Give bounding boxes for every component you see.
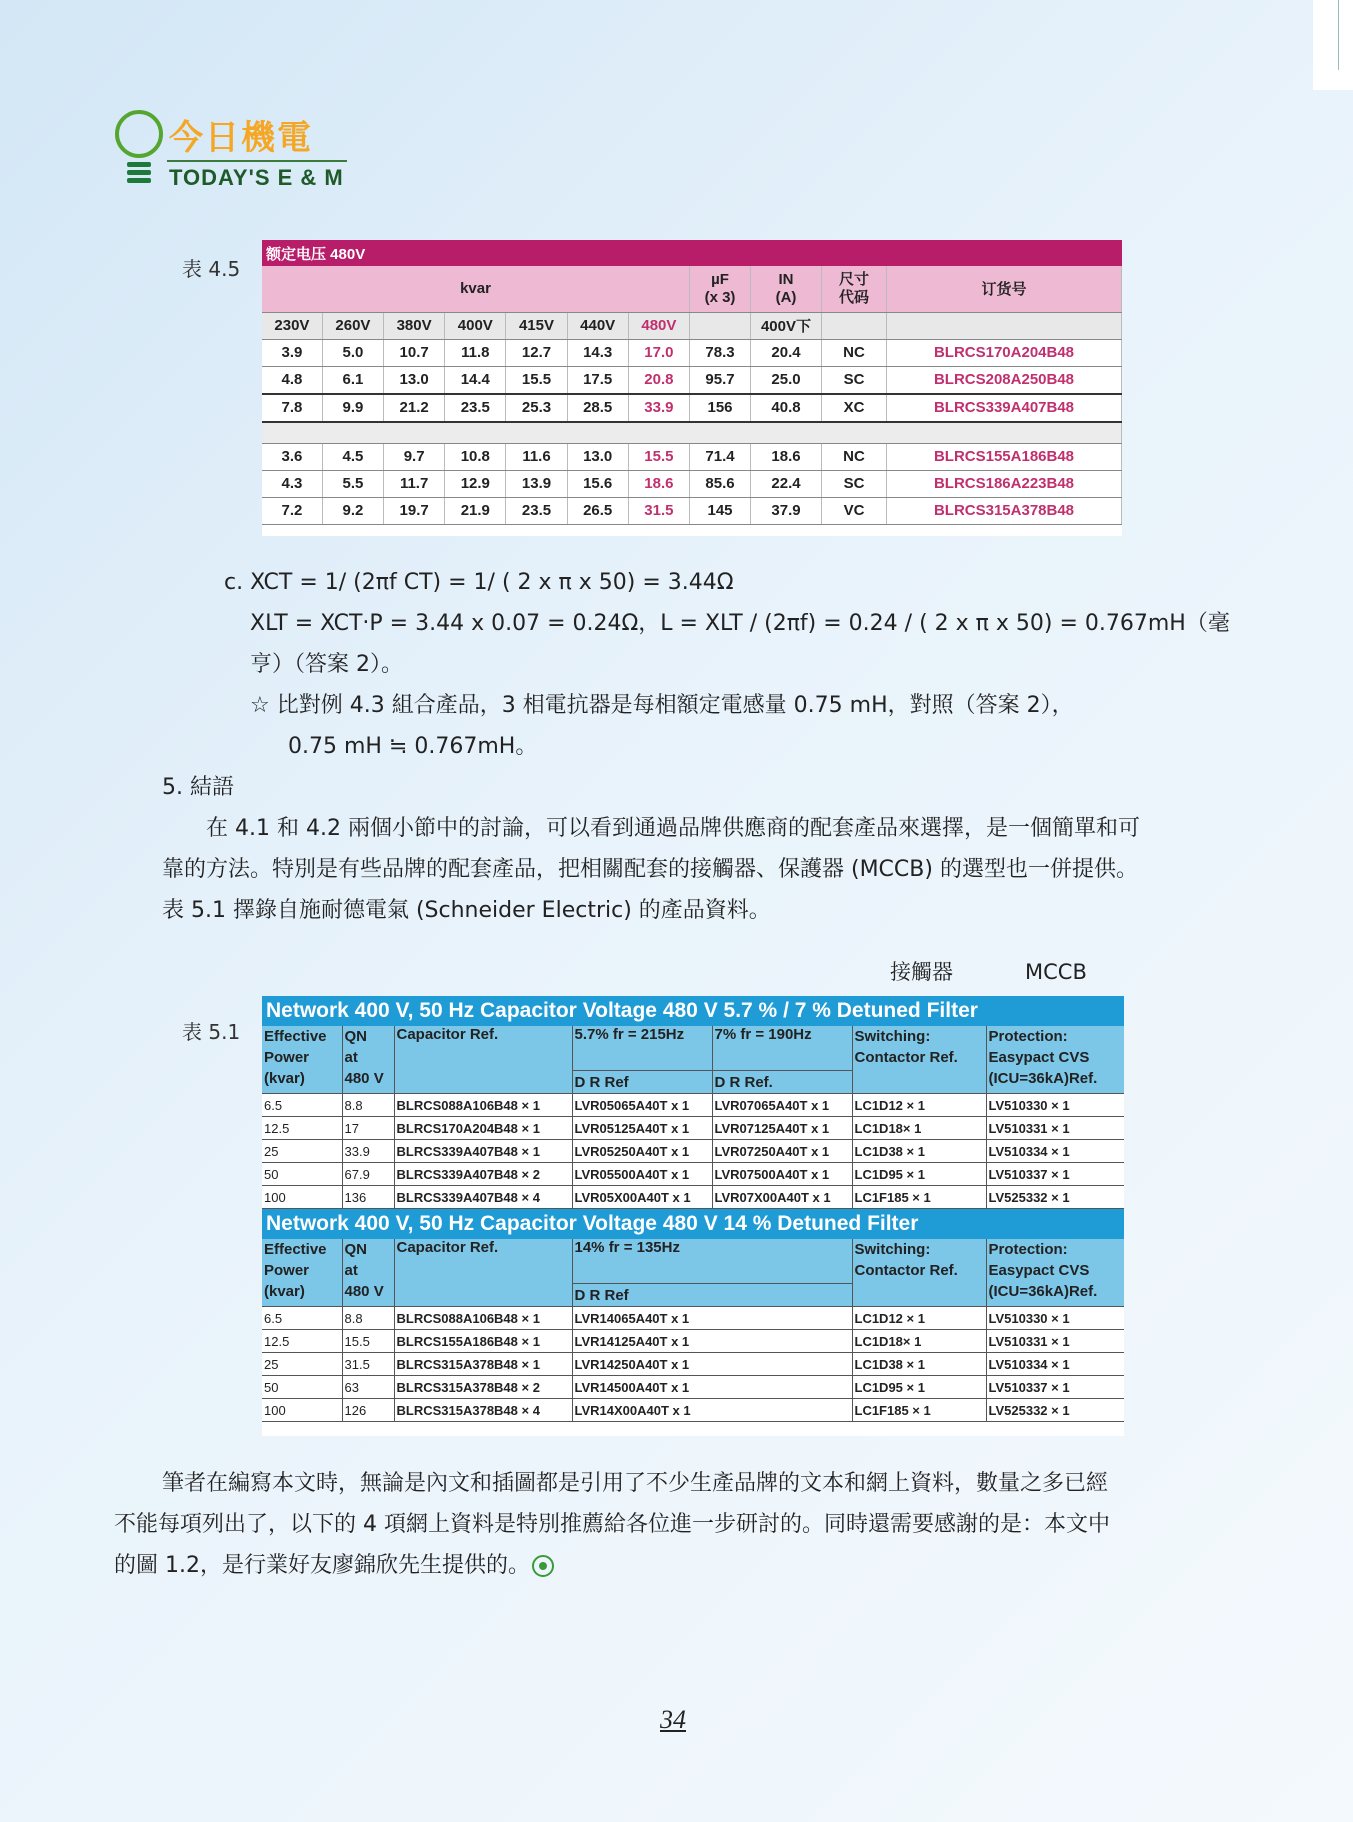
- table-5-1: [262, 996, 1124, 1436]
- table-cell: BLRCS339A407B48 × 1: [394, 1140, 572, 1163]
- table-cell: 13.0: [384, 366, 445, 394]
- logo: [115, 108, 345, 193]
- head-capacitor-2: Capacitor Ref.: [394, 1239, 572, 1307]
- subhead-cell: 260V: [322, 312, 383, 339]
- subhead-cell: [690, 312, 751, 339]
- table-cell: LV525332 × 1: [986, 1186, 1124, 1209]
- table45-gap: [262, 422, 1122, 444]
- para1-line2: 靠的方法。特別是有些品牌的配套產品，把相關配套的接觸器、保護器 (MCCB) 的選型也一併提供。: [162, 857, 1138, 882]
- table-cell: LV510337 × 1: [986, 1163, 1124, 1186]
- table-row: [262, 1117, 1124, 1140]
- table-cell: 3.6: [262, 443, 322, 470]
- subhead-cell: 440V: [567, 312, 628, 339]
- table-cell: 12.5: [262, 1117, 342, 1140]
- table-cell: 5.0: [322, 339, 383, 366]
- table-cell: LVR07125A40T x 1: [712, 1117, 852, 1140]
- table-cell: 31.5: [342, 1353, 394, 1376]
- table-cell: 12.9: [445, 470, 506, 497]
- formula-xlt-2: 亨）（答案 2）。: [250, 652, 403, 677]
- table-cell: NC: [822, 339, 887, 366]
- table-cell: LVR05250A40T x 1: [572, 1140, 712, 1163]
- table-cell: LC1D18× 1: [852, 1117, 986, 1140]
- table-row: [262, 1376, 1124, 1399]
- table-cell: 14.4: [445, 366, 506, 394]
- head-qn: QN at 480 V: [342, 1026, 394, 1094]
- table-cell: 5.5: [322, 470, 383, 497]
- table-cell: 7.8: [262, 394, 322, 422]
- heading-conclusion: 5. 結語: [162, 775, 234, 800]
- label-contactor: 接觸器: [890, 960, 953, 984]
- table-row: [262, 443, 1122, 470]
- table-cell: BLRCS170A204B48 × 1: [394, 1117, 572, 1140]
- table-cell: 4.8: [262, 366, 322, 394]
- table-cell: BLRCS315A378B48 × 2: [394, 1376, 572, 1399]
- head-in: IN (A): [751, 266, 822, 312]
- table-cell: 9.9: [322, 394, 383, 422]
- table-cell: 145: [690, 497, 751, 524]
- table-cell: 12.5: [262, 1330, 342, 1353]
- head-size: 尺寸 代码: [822, 266, 887, 312]
- head-capacitor: Capacitor Ref.: [394, 1026, 572, 1094]
- table-cell: LVR14250A40T x 1: [572, 1353, 852, 1376]
- table-cell: LV525332 × 1: [986, 1399, 1124, 1422]
- bulb-base-icon: [127, 162, 151, 167]
- page-number: 34: [660, 1705, 686, 1734]
- head-dr2: D R Ref.: [712, 1071, 852, 1094]
- table-cell: LV510331 × 1: [986, 1117, 1124, 1140]
- table-row: [262, 1330, 1124, 1353]
- table-cell: BLRCS315A378B48 × 1: [394, 1353, 572, 1376]
- head-protection-2: Protection: Easypact CVS (ICU=36kA)Ref.: [986, 1239, 1124, 1307]
- table-cell: 11.6: [506, 443, 567, 470]
- table-cell: LVR07X00A40T x 1: [712, 1186, 852, 1209]
- table-row: [262, 470, 1122, 497]
- table-cell: LV510334 × 1: [986, 1353, 1124, 1376]
- table-cell: LC1D38 × 1: [852, 1353, 986, 1376]
- table51-label: 表 5.1: [182, 1020, 241, 1044]
- table-cell: 8.8: [342, 1094, 394, 1117]
- table-cell: 50: [262, 1376, 342, 1399]
- logo-rule: [167, 160, 347, 162]
- table-cell: 100: [262, 1399, 342, 1422]
- table-cell: BLRCS155A186B48: [887, 443, 1122, 470]
- table-cell: 7.2: [262, 497, 322, 524]
- formula-xlt-1: XLT = XCT‧P = 3.44 x 0.07 = 0.24Ω，L = XLT / (2πf) = 0.24 / ( 2 x π x 50) = 0.767mH（毫: [250, 611, 1230, 636]
- head-dr1: D R Ref: [572, 1071, 712, 1094]
- star-note-2: 0.75 mH ≒ 0.767mH。: [288, 734, 538, 759]
- table-row: [262, 1307, 1124, 1330]
- table-cell: LC1D12 × 1: [852, 1094, 986, 1117]
- table-cell: 21.2: [384, 394, 445, 422]
- table-row: [262, 1353, 1124, 1376]
- head-dr-14: D R Ref: [572, 1284, 852, 1307]
- table-cell: BLRCS315A378B48: [887, 497, 1122, 524]
- table-cell: NC: [822, 443, 887, 470]
- table51-band1: Network 400 V, 50 Hz Capacitor Voltage 480 V 5.7 % / 7 % Detuned Filter: [262, 996, 1124, 1026]
- head-effective-2: Effective Power (kvar): [262, 1239, 342, 1307]
- table-cell: LC1D95 × 1: [852, 1163, 986, 1186]
- corner-line: [1338, 0, 1339, 70]
- table-cell: LVR05500A40T x 1: [572, 1163, 712, 1186]
- para1-line3: 表 5.1 擇錄自施耐德電氣 (Schneider Electric) 的產品資料。: [162, 898, 771, 923]
- table-row: [262, 1186, 1124, 1209]
- table-cell: BLRCS339A407B48 × 2: [394, 1163, 572, 1186]
- table-cell: 6.1: [322, 366, 383, 394]
- subhead-cell: 480V: [628, 312, 689, 339]
- table-row: [262, 339, 1122, 366]
- subhead-cell: 415V: [506, 312, 567, 339]
- table-cell: XC: [822, 394, 887, 422]
- table-cell: 6.5: [262, 1094, 342, 1117]
- table-cell: 85.6: [690, 470, 751, 497]
- head-switching-2: Switching: Contactor Ref.: [852, 1239, 986, 1307]
- table-cell: 25.3: [506, 394, 567, 422]
- table-cell: LC1D38 × 1: [852, 1140, 986, 1163]
- table-cell: LC1D95 × 1: [852, 1376, 986, 1399]
- table-row: [262, 394, 1122, 422]
- table-cell: 100: [262, 1186, 342, 1209]
- table-cell: BLRCS170A204B48: [887, 339, 1122, 366]
- table-cell: 13.9: [506, 470, 567, 497]
- table-cell: LC1F185 × 1: [852, 1186, 986, 1209]
- head-order: 订货号: [887, 266, 1122, 312]
- table-cell: 20.4: [751, 339, 822, 366]
- head-effective: Effective Power (kvar): [262, 1026, 342, 1094]
- table-cell: 17.5: [567, 366, 628, 394]
- table-cell: 25: [262, 1140, 342, 1163]
- table-cell: 33.9: [628, 394, 689, 422]
- table-cell: BLRCS186A223B48: [887, 470, 1122, 497]
- table-cell: 21.9: [445, 497, 506, 524]
- table-cell: LV510330 × 1: [986, 1094, 1124, 1117]
- table51-band2: Network 400 V, 50 Hz Capacitor Voltage 480 V 14 % Detuned Filter: [262, 1209, 1124, 1240]
- formula-c: c. XCT = 1/ (2πf CT) = 1/ ( 2 x π x 50) = 3.44Ω: [224, 570, 734, 595]
- table-cell: 37.9: [751, 497, 822, 524]
- table-cell: SC: [822, 470, 887, 497]
- end-mark-icon: [532, 1555, 554, 1577]
- table-row: [262, 366, 1122, 394]
- table-cell: 18.6: [751, 443, 822, 470]
- logo-chinese: 今日機電: [169, 118, 313, 158]
- table-cell: 25.0: [751, 366, 822, 394]
- table-cell: 26.5: [567, 497, 628, 524]
- table-cell: 15.5: [628, 443, 689, 470]
- table-row: [262, 497, 1122, 524]
- table-cell: 20.8: [628, 366, 689, 394]
- table-cell: LVR07250A40T x 1: [712, 1140, 852, 1163]
- subhead-cell: [822, 312, 887, 339]
- table-cell: 126: [342, 1399, 394, 1422]
- table-cell: 28.5: [567, 394, 628, 422]
- table-row: [262, 1094, 1124, 1117]
- subhead-cell: 380V: [384, 312, 445, 339]
- table-cell: 15.5: [342, 1330, 394, 1353]
- table-cell: BLRCS088A106B48 × 1: [394, 1094, 572, 1117]
- subhead-cell: 400V下: [751, 312, 822, 339]
- table-cell: 67.9: [342, 1163, 394, 1186]
- table-cell: 8.8: [342, 1307, 394, 1330]
- table-cell: 63: [342, 1376, 394, 1399]
- table-row: [262, 1163, 1124, 1186]
- table-row: [262, 1399, 1124, 1422]
- para2-line2: 不能每項列出了，以下的 4 項網上資料是特別推薦給各位進一步研討的。同時還需要感謝的是：本文中: [114, 1512, 1110, 1537]
- table-cell: LVR07065A40T x 1: [712, 1094, 852, 1117]
- table-cell: 13.0: [567, 443, 628, 470]
- table-cell: BLRCS208A250B48: [887, 366, 1122, 394]
- table-cell: 40.8: [751, 394, 822, 422]
- head-uf: µF (x 3): [690, 266, 751, 312]
- table-cell: LV510331 × 1: [986, 1330, 1124, 1353]
- table-cell: LVR14065A40T x 1: [572, 1307, 852, 1330]
- head-qn-2: QN at 480 V: [342, 1239, 394, 1307]
- table-cell: 22.4: [751, 470, 822, 497]
- head-7: 7% fr = 190Hz: [712, 1026, 852, 1071]
- para2-line3: 的圖 1.2，是行業好友廖錦欣先生提供的。: [114, 1546, 554, 1586]
- para1-line1: 在 4.1 和 4.2 兩個小節中的討論，可以看到通過品牌供應商的配套產品來選擇，是一個簡單和可: [206, 816, 1140, 841]
- table-cell: 6.5: [262, 1307, 342, 1330]
- table-cell: SC: [822, 366, 887, 394]
- subhead-cell: 400V: [445, 312, 506, 339]
- table-cell: LVR05125A40T x 1: [572, 1117, 712, 1140]
- table-cell: 136: [342, 1186, 394, 1209]
- para2-line1: 筆者在編寫本文時，無論是內文和插圖都是引用了不少生產品牌的文本和網上資料，數量之多已經: [162, 1471, 1109, 1496]
- subhead-cell: 230V: [262, 312, 322, 339]
- table-cell: LV510337 × 1: [986, 1376, 1124, 1399]
- table-cell: 31.5: [628, 497, 689, 524]
- table-cell: BLRCS155A186B48 × 1: [394, 1330, 572, 1353]
- table-cell: LVR07500A40T x 1: [712, 1163, 852, 1186]
- table-cell: LC1D12 × 1: [852, 1307, 986, 1330]
- table-cell: LVR05065A40T x 1: [572, 1094, 712, 1117]
- table-cell: LV510330 × 1: [986, 1307, 1124, 1330]
- table-cell: 25: [262, 1353, 342, 1376]
- table-cell: 71.4: [690, 443, 751, 470]
- table-cell: 156: [690, 394, 751, 422]
- star-note-1: ☆ 比對例 4.3 組合產品，3 相電抗器是每相額定電感量 0.75 mH，對照（答案 2），: [250, 693, 1074, 718]
- table-cell: 10.7: [384, 339, 445, 366]
- table-cell: 3.9: [262, 339, 322, 366]
- table-cell: LVR14X00A40T x 1: [572, 1399, 852, 1422]
- table45-band: 额定电压 480V: [262, 240, 1122, 266]
- subhead-cell: [887, 312, 1122, 339]
- table-cell: 23.5: [506, 497, 567, 524]
- table-cell: 11.8: [445, 339, 506, 366]
- head-switching: Switching: Contactor Ref.: [852, 1026, 986, 1094]
- table-cell: BLRCS315A378B48 × 4: [394, 1399, 572, 1422]
- table-cell: LC1F185 × 1: [852, 1399, 986, 1422]
- logo-english: TODAY'S E & M: [169, 165, 344, 190]
- head-protection: Protection: Easypact CVS (ICU=36kA)Ref.: [986, 1026, 1124, 1094]
- head-14: 14% fr = 135Hz: [572, 1239, 852, 1284]
- table-cell: LVR05X00A40T x 1: [572, 1186, 712, 1209]
- table-cell: 50: [262, 1163, 342, 1186]
- table-cell: 19.7: [384, 497, 445, 524]
- table-cell: BLRCS088A106B48 × 1: [394, 1307, 572, 1330]
- bulb-icon: [115, 110, 163, 158]
- table-cell: 9.7: [384, 443, 445, 470]
- table-cell: 15.5: [506, 366, 567, 394]
- table-cell: 9.2: [322, 497, 383, 524]
- table-cell: 4.3: [262, 470, 322, 497]
- table-4-5: [262, 240, 1122, 536]
- table45-subhead: [262, 312, 1122, 339]
- table-cell: 78.3: [690, 339, 751, 366]
- corner-decoration: [1313, 0, 1353, 90]
- table-cell: VC: [822, 497, 887, 524]
- table-cell: 11.7: [384, 470, 445, 497]
- table-cell: 4.5: [322, 443, 383, 470]
- label-mccb: MCCB: [1025, 960, 1087, 984]
- table-cell: 95.7: [690, 366, 751, 394]
- table-cell: 23.5: [445, 394, 506, 422]
- table-cell: LVR14125A40T x 1: [572, 1330, 852, 1353]
- table-cell: 12.7: [506, 339, 567, 366]
- table-cell: 17: [342, 1117, 394, 1140]
- table45-label: 表 4.5: [182, 257, 241, 281]
- table-cell: 10.8: [445, 443, 506, 470]
- table-cell: BLRCS339A407B48: [887, 394, 1122, 422]
- table-row: [262, 1140, 1124, 1163]
- table-cell: BLRCS339A407B48 × 4: [394, 1186, 572, 1209]
- table-cell: LVR14500A40T x 1: [572, 1376, 852, 1399]
- table-cell: 18.6: [628, 470, 689, 497]
- head-57: 5.7% fr = 215Hz: [572, 1026, 712, 1071]
- table-cell: 33.9: [342, 1140, 394, 1163]
- table-cell: 15.6: [567, 470, 628, 497]
- table-cell: 14.3: [567, 339, 628, 366]
- table-cell: LV510334 × 1: [986, 1140, 1124, 1163]
- head-kvar: kvar: [262, 266, 690, 312]
- table-cell: LC1D18× 1: [852, 1330, 986, 1353]
- table-cell: 17.0: [628, 339, 689, 366]
